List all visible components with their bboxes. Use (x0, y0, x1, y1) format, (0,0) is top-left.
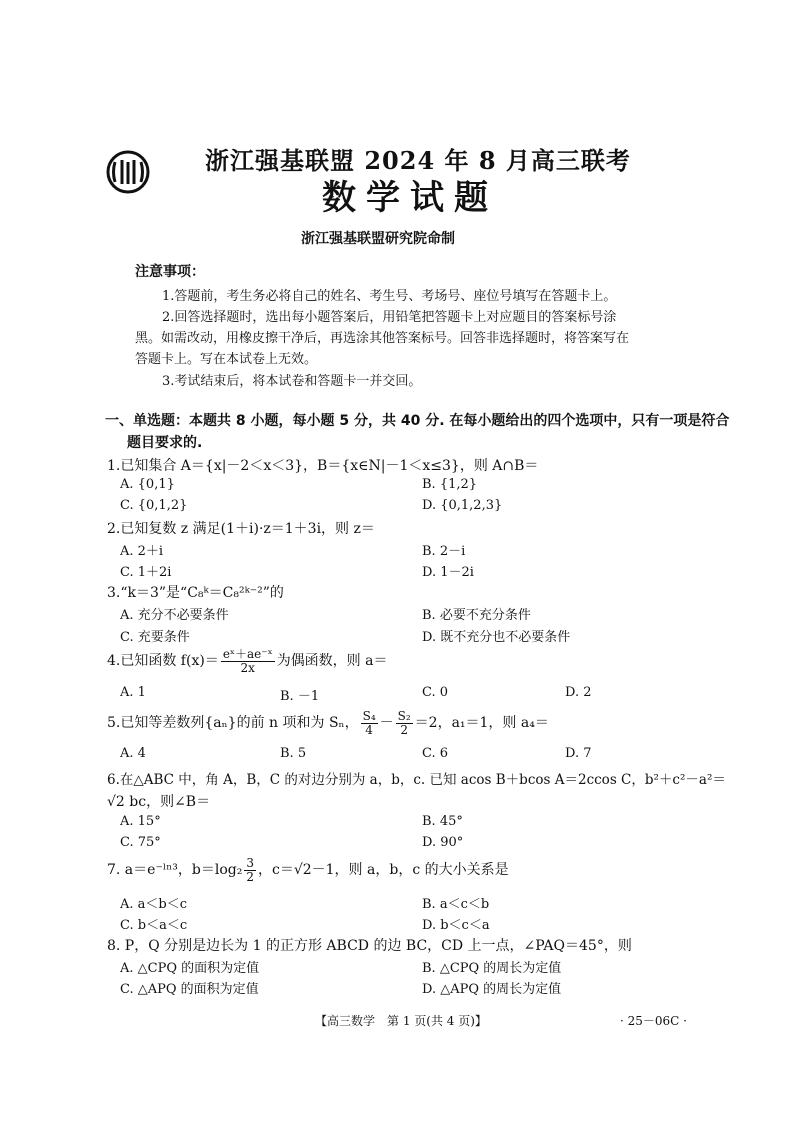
question-6: 6.在△ABC 中，角 A，B，C 的对边分别为 a，b，c. 已知 acos B＋bcos A＝2ccos C，b²＋c²－a²＝ (107, 772, 726, 788)
note-2-cont2: 答题卡上。写在本试卷上无效。 (135, 352, 318, 367)
question-4 (107, 648, 387, 674)
q1-option-d: D. {0,1,2,3} (422, 498, 503, 513)
q8-option-b: B. △CPQ 的周长为定值 (422, 961, 562, 976)
notes-heading: 注意事项： (135, 264, 205, 280)
q2-option-a: A. 2＋i (120, 544, 164, 559)
question-8: 8. P，Q 分别是边长为 1 的正方形 ABCD 的边 BC，CD 上一点，∠PAQ＝45°，则 (107, 938, 632, 954)
section-heading: 一、单选题：本题共 8 小题，每小题 5 分，共 40 分. 在每小题给出的四个选项中，只有一项是符合 (105, 413, 730, 429)
q6-option-b: B. 45° (422, 814, 463, 829)
question-1: 1.已知集合 A＝{x|－2＜x＜3}，B＝{x∈N|－1＜x≤3}，则 A∩B＝ (107, 458, 539, 474)
q7-option-c: C. b＜a＜c (120, 918, 188, 933)
exam-title: 浙江强基联盟 2024 年 8 月高三联考 (205, 146, 631, 175)
q7-option-a: A. a＜b＜c (120, 897, 188, 912)
q4-numerator: eˣ＋ae⁻ˣ (222, 647, 273, 661)
q5-fraction-1 (361, 710, 378, 736)
question-5 (107, 710, 549, 736)
exam-logo-icon (106, 150, 150, 194)
q6-option-c: C. 75° (120, 835, 161, 850)
q1-option-c: C. {0,1,2} (120, 498, 188, 513)
note-2: 2.回答选择题时，选出每小题答案后，用铅笔把答题卡上对应题目的答案标号涂 (162, 310, 617, 325)
q7-prefix: 7. a＝e⁻ˡⁿ³，b＝log₂ (107, 862, 243, 879)
q5-fraction-2 (396, 710, 413, 736)
q7-option-b: B. a＜c＜b (422, 897, 490, 912)
q3-option-b: B. 必要不充分条件 (422, 608, 531, 623)
q7-option-d: D. b＜c＜a (422, 918, 490, 933)
note-1: 1.答题前，考生务必将自己的姓名、考生号、考场号、座位号填写在答题卡上。 (162, 289, 617, 304)
q4-fraction (221, 648, 275, 674)
q5-option-d: D. 7 (565, 746, 592, 761)
q4-option-b: B. －1 (280, 689, 320, 704)
q2-option-b: B. 2－i (422, 544, 466, 559)
q4-prefix: 4.已知函数 f(x)＝ (107, 653, 219, 670)
q1-option-b: B. {1,2} (422, 477, 478, 492)
q5-suffix: ＝2，a₁＝1，则 a₄＝ (414, 715, 549, 732)
q5-minus: － (379, 715, 394, 732)
q8-option-d: D. △APQ 的周长为定值 (422, 982, 562, 997)
q3-option-a: A. 充分不必要条件 (120, 608, 229, 623)
q8-option-c: C. △APQ 的面积为定值 (120, 982, 259, 997)
q8-option-a: A. △CPQ 的面积为定值 (120, 961, 260, 976)
q5-option-c: C. 6 (422, 746, 449, 761)
subject-title: 数学试题 (322, 178, 498, 218)
q4-option-d: D. 2 (565, 685, 592, 700)
q5-denominator-1: 4 (365, 722, 373, 737)
question-6-cont: √2 bc，则∠B＝ (107, 794, 211, 810)
q4-option-c: C. 0 (422, 685, 449, 700)
q6-option-d: D. 90° (422, 835, 464, 850)
q6-option-a: A. 15° (120, 814, 161, 829)
q7-denominator: 2 (246, 869, 254, 884)
q4-option-a: A. 1 (120, 685, 146, 700)
q7-numerator: 3 (246, 856, 254, 870)
q2-option-d: D. 1－2i (422, 565, 474, 580)
q5-option-a: A. 4 (120, 746, 146, 761)
question-2: 2.已知复数 z 满足(1＋i)·z＝1＋3i，则 z＝ (107, 521, 375, 537)
note-3: 3.考试结束后，将本试卷和答题卡一并交回。 (162, 374, 422, 389)
q3-option-d: D. 既不充分也不必要条件 (422, 630, 571, 645)
q5-numerator-2: S₂ (397, 709, 411, 723)
q4-denominator: 2x (240, 660, 255, 675)
question-3: 3.“k＝3”是“C₈ᵏ＝C₈²ᵏ⁻²”的 (107, 585, 284, 601)
section-heading-cont: 题目要求的. (127, 435, 203, 451)
q7-fraction (244, 857, 256, 883)
q2-option-c: C. 1＋2i (120, 565, 172, 580)
question-7 (107, 857, 509, 883)
q5-option-b: B. 5 (280, 746, 307, 761)
note-2-cont: 黑。如需改动，用橡皮擦干净后，再选涂其他答案标号。回答非选择题时，将答案写在 (135, 331, 630, 346)
q5-denominator-2: 2 (400, 722, 408, 737)
q3-option-c: C. 充要条件 (120, 630, 190, 645)
q1-option-a: A. {0,1} (120, 477, 175, 492)
exam-code: · 25－06C · (620, 1014, 687, 1028)
organizer: 浙江强基联盟研究院命制 (301, 231, 455, 247)
q7-suffix: ，c＝√2－1，则 a，b，c 的大小关系是 (257, 862, 509, 879)
q5-prefix: 5.已知等差数列{aₙ}的前 n 项和为 Sₙ， (107, 715, 359, 732)
q5-numerator-1: S₄ (362, 709, 376, 723)
q4-suffix: 为偶函数，则 a＝ (276, 653, 388, 670)
page-footer: 【高三数学 第 1 页(共 4 页)】 (315, 1014, 487, 1028)
